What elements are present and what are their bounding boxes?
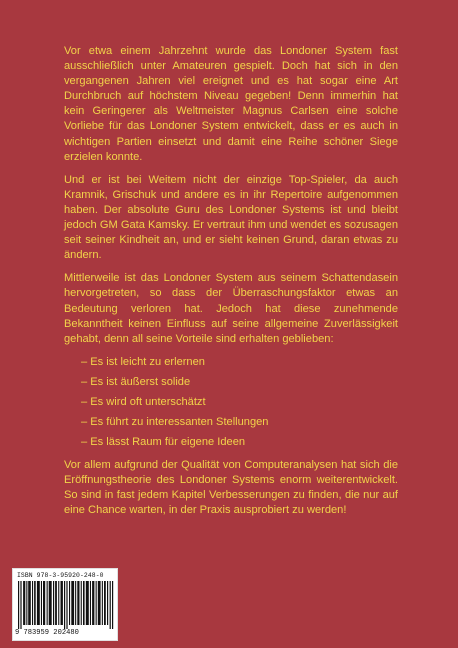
- reliability-paragraph: Mittlerweile ist das Londoner System aus seinem Schattendasein hervorgetreten, so dass der Überraschungsfaktor etwas an Bedeutung verloren hat. Jedoch hat diese zunehmende Bekanntheit keinen Einfluss auf seine allgemeine Zuverlässigkeit gehabt, denn all seine Vorteile sind erhalten geblieben:: [64, 272, 398, 345]
- list-item: – Es führt zu interessanten Stellungen: [81, 415, 269, 428]
- players-paragraph: Und er ist bei Weitem nicht der einzige Top-Spieler, da auch Kramnik, Grischuk und andere es in ihr Repertoire aufgenommen haben. Der absolute Guru des Londoner Systems ist und bleibt jedoch GM Gata Kamsky. Er vertraut ihm und wendet es sozusagen seit seiner Kindheit an, und er sieht keinen Grund, daran etwas zu ändern.: [64, 173, 398, 262]
- barcode-number: 9 783959 202480: [15, 629, 79, 637]
- advantages-list: [64, 355, 398, 450]
- theory-paragraph: Vor allem aufgrund der Qualität von Computeranalysen hat sich die Eröffnungstheorie des Londoner Systems enorm weiterentwickelt. So sind in fast jedem Kapitel Verbesserungen zu finden, die nur auf eine Chance warten, in der Praxis ausprobiert zu werden!: [64, 458, 398, 517]
- barcode-panel: [12, 568, 118, 641]
- list-item: – Es wird oft unterschätzt: [81, 395, 206, 408]
- list-item: – Es ist äußerst solide: [81, 375, 191, 388]
- list-item: – Es ist leicht zu erlernen: [81, 355, 205, 368]
- isbn-label: ISBN 978-3-95920-248-0: [17, 572, 104, 579]
- cover-text: [64, 44, 398, 526]
- intro-paragraph: Vor etwa einem Jahrzehnt wurde das Londoner System fast ausschließlich unter Amateuren gespielt. Doch hat sich in den vergangenen Jahren viel ereignet und es hat sogar eine Art Durchbruch auf höchstem Niveau gegeben! Denn immerhin hat kein Geringerer als Weltmeister Magnus Carlsen eine solche Vorliebe für das Londoner System entwickelt, dass er es auch in wichtigen Partien einsetzt und damit eine Reihe schöner Siege erzielen konnte.: [64, 45, 398, 163]
- list-item: – Es lässt Raum für eigene Ideen: [81, 435, 246, 448]
- barcode-image: [18, 581, 114, 629]
